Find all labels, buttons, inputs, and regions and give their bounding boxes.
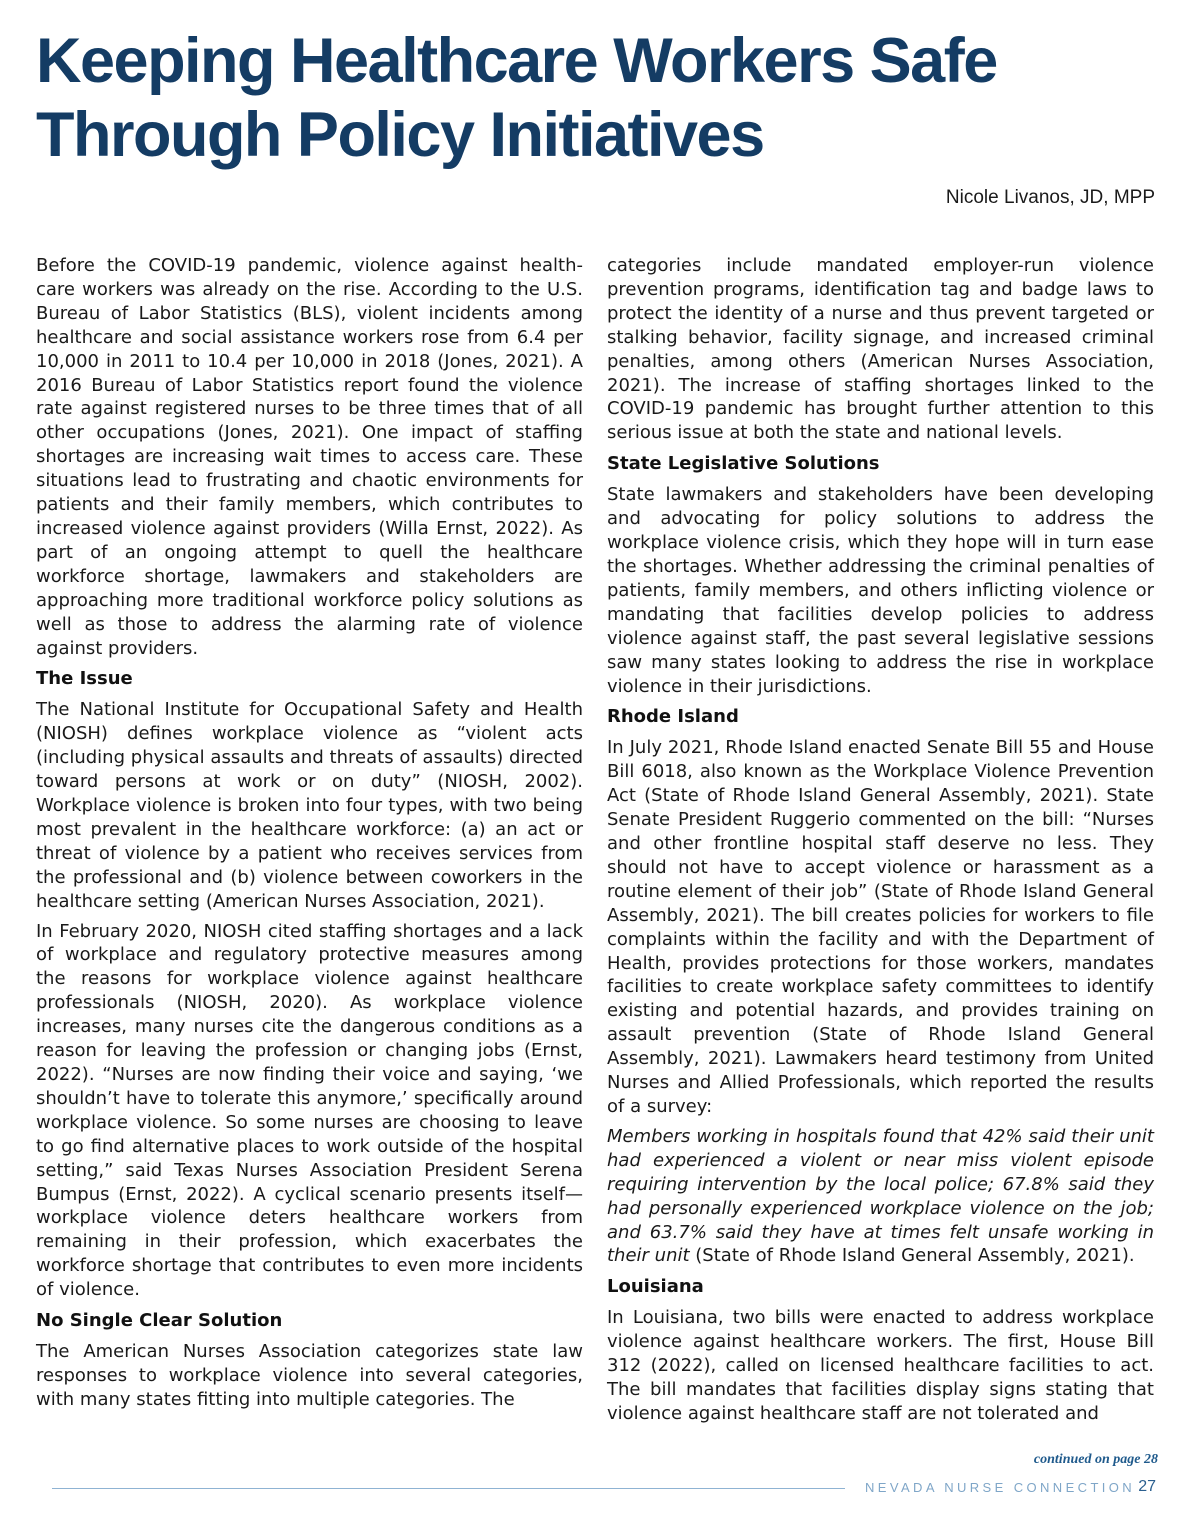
- title-line-1: Keeping Healthcare Workers Safe: [36, 26, 997, 96]
- title-line-2: Through Policy Initiatives: [36, 100, 764, 170]
- louisiana-paragraph: In Louisiana, two bills were enacted to address workplace violence against healthcare workers. The first, House Bill 312 (2022), called on licensed healthcare facilities to act. The bill mandates that facilities display signs stating that violence against healthcare staff are not tolerated and: [607, 1307, 1154, 1424]
- right-column: [607, 254, 1154, 1432]
- continued-on-link[interactable]: continued on page 28: [1033, 1452, 1158, 1467]
- survey-quote: [607, 1125, 1154, 1268]
- page-number: 27: [1138, 1478, 1156, 1495]
- state-paragraph: State lawmakers and stakeholders have been developing and advocating for policy solutions to address the workplace violence crisis, which they hope will in turn ease the shortages. Whether addressing the criminal penalties of patients, family members, and others inflicting violence or mandating that facilities develop policies to address violence against staff, the past several legislative sessions saw many states looking to address the rise in workplace violence in their jurisdictions.: [607, 484, 1154, 697]
- issue-paragraph-1: The National Institute for Occupational Safety and Health (NIOSH) defines workplace violence as “violent acts (including physical assaults and threats of assaults) directed toward persons at work or on duty” (NIOSH, 2002). Workplace violence is broken into four types, with two being most prevalent in the healthcare workforce: (a) an act or threat of violence by a patient who receives services from the professional and (b) violence between coworkers in the healthcare setting (American Nurses Association, 2021).: [36, 699, 583, 912]
- left-column: [36, 254, 583, 1418]
- heading-rhode-island: Rhode Island: [607, 706, 739, 728]
- survey-quote-citation: (State of Rhode Island General Assembly, 2021).: [695, 1245, 1135, 1267]
- author-byline: Nicole Livanos, JD, MPP: [945, 187, 1155, 208]
- heading-louisiana: Louisiana: [607, 1276, 704, 1298]
- rhode-island-paragraph: In July 2021, Rhode Island enacted Senate Bill 55 and House Bill 6018, also known as the Workplace Violence Prevention Act (State of Rhode Island General Assembly, 2021). State Senate President Ruggerio commented on the bill: “Nurses and other frontline hospital staff deserve no less. They should not have to accept violence or harassment as a routine element of their job” (State of Rhode Island General Assembly, 2021). The bill creates policies for workers to file complaints within the facility and with the Department of Health, provides protections for those workers, mandates facilities to create workplace safety committees to identify existing and potential hazards, and provides training on assault prevention (State of Rhode Island General Assembly, 2021). Lawmakers heard testimony from United Nurses and Allied Professionals, which reported the results of a survey:: [607, 737, 1154, 1117]
- footer-divider: [52, 1488, 845, 1489]
- publication-name: NEVADA NURSE CONNECTION: [865, 1480, 1136, 1495]
- categories-paragraph: categories include mandated employer-run violence prevention programs, identification tag and badge laws to protect the identity of a nurse and thus prevent targeted or stalking behavior, facility signage, and increased criminal penalties, among others (American Nurses Association, 2021). The increase of staffing shortages linked to the COVID-19 pandemic has brought further attention to this serious issue at both the state and national levels.: [607, 255, 1154, 444]
- article-title: [36, 24, 1156, 172]
- solution-paragraph: The American Nurses Association categorizes state law responses to workplace violence into several categories, with many states fitting into multiple categories. The: [36, 1341, 583, 1410]
- issue-paragraph-2: In February 2020, NIOSH cited staffing shortages and a lack of workplace and regulatory protective measures among the reasons for workplace violence against healthcare professionals (NIOSH, 2020). As workplace violence increases, many nurses cite the dangerous conditions as a reason for leaving the profession or changing jobs (Ernst, 2022). “Nurses are now finding their voice and saying, ‘we shouldn’t have to tolerate this anymore,’ specifically around workplace violence. So some nurses are choosing to leave to go find alternative places to work outside of the hospital setting,” said Texas Nurses Association President Serena Bumpus (Ernst, 2022). A cyclical scenario presents itself—workplace violence deters healthcare workers from remaining in their profession, which exacerbates the workforce shortage that contributes to even more incidents of violence.: [36, 920, 583, 1301]
- heading-the-issue: The Issue: [36, 668, 133, 690]
- intro-paragraph: Before the COVID-19 pandemic, violence against health-care workers was already on the rise. According to the U.S. Bureau of Labor Statistics (BLS), violent incidents among healthcare and social assistance workers rose from 6.4 per 10,000 in 2011 to 10.4 per 10,000 in 2018 (Jones, 2021). A 2016 Bureau of Labor Statistics report found the violence rate against registered nurses to be three times that of all other occupations (Jones, 2021). One impact of staffing shortages are increasing wait times to access care. These situations lead to frustrating and chaotic environments for patients and their family members, which contributes to increased violence against providers (Willa Ernst, 2022). As part of an ongoing attempt to quell the healthcare workforce shortage, lawmakers and stakeholders are approaching more traditional workforce policy solutions as well as those to address the alarming rate of violence against providers.: [36, 255, 583, 659]
- survey-quote-text: Members working in hospitals found that 42% said their unit had experienced a violent or near miss violent episode requiring intervention by the local police; 67.8% said they had personally experienced workplace violence on the job; and 63.7% said they have at times felt unsafe working in their unit: [607, 1125, 1154, 1267]
- heading-no-single-clear-solution: No Single Clear Solution: [36, 1310, 283, 1332]
- heading-state-legislative-solutions: State Legislative Solutions: [607, 453, 880, 475]
